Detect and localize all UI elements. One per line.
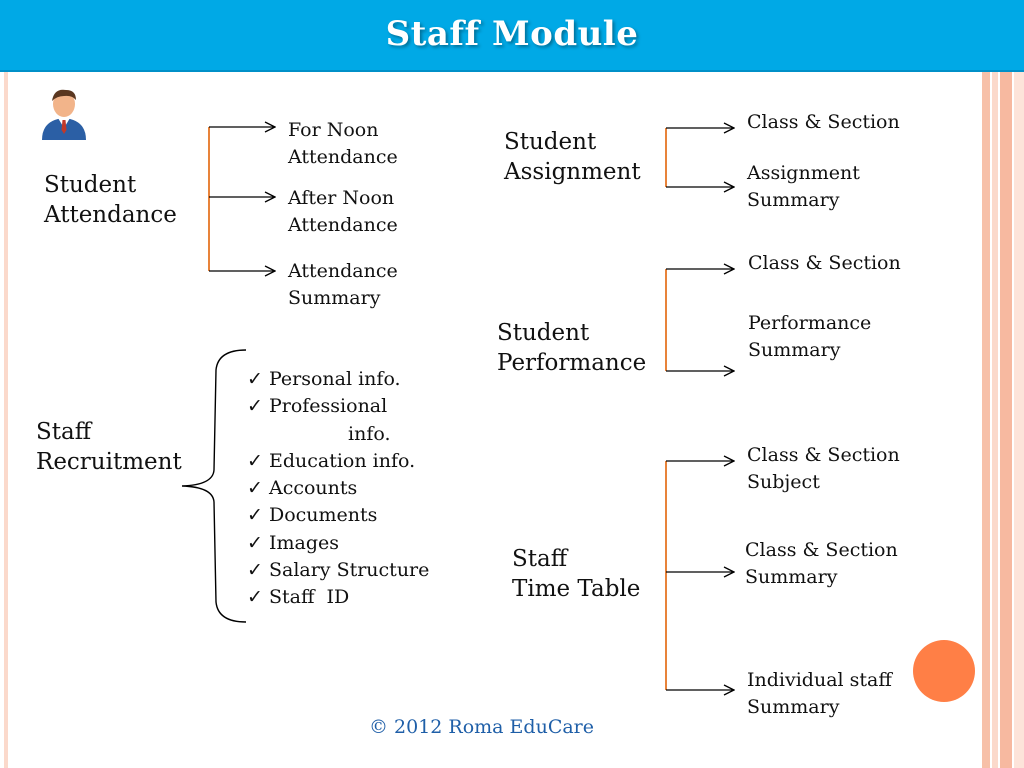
page-title: Staff Module [385, 14, 639, 54]
group-label-student-performance: Student Performance [497, 320, 647, 376]
item-assignment-class-section: Class & Section [747, 111, 900, 133]
recruitment-checklist [247, 366, 429, 612]
checklist-item: ✓ Accounts [247, 477, 358, 500]
checklist-item: ✓ Salary Structure [247, 559, 430, 582]
curly-brace [182, 350, 246, 622]
item-individual-staff-summary: Individual staff Summary [747, 669, 892, 718]
item-for-noon-attendance: For Noon Attendance [288, 119, 398, 168]
group-label-staff-recruitment: Staff Recruitment [36, 419, 182, 475]
group-label-student-attendance: Student Attendance [44, 172, 177, 228]
checklist-item-continuation: info. [348, 422, 391, 445]
decor-circle [913, 640, 975, 702]
checklist-item: ✓ Education info. [247, 449, 416, 472]
checklist-item: ✓ Staff ID [247, 586, 350, 609]
checklist-item: ✓ Personal info. [247, 368, 401, 390]
item-assignment-summary: Assignment Summary [747, 162, 860, 211]
checklist-item: ✓ Images [247, 531, 339, 554]
item-after-noon-attendance: After Noon Attendance [288, 187, 398, 236]
group-label-staff-time-table: Staff Time Table [512, 546, 641, 602]
item-performance-summary: Performance Summary [748, 312, 872, 361]
copyright-footer: © 2012 Roma EduCare [368, 716, 595, 738]
checklist-item: ✓ Documents [247, 504, 378, 527]
group-label-student-assignment: Student Assignment [504, 129, 641, 185]
item-performance-class-section: Class & Section [748, 252, 901, 274]
item-class-section-subject: Class & Section Subject [747, 444, 900, 493]
item-attendance-summary: Attendance Summary [288, 260, 398, 309]
item-class-section-summary: Class & Section Summary [745, 539, 898, 588]
checklist-item: ✓ Professional [247, 395, 388, 418]
